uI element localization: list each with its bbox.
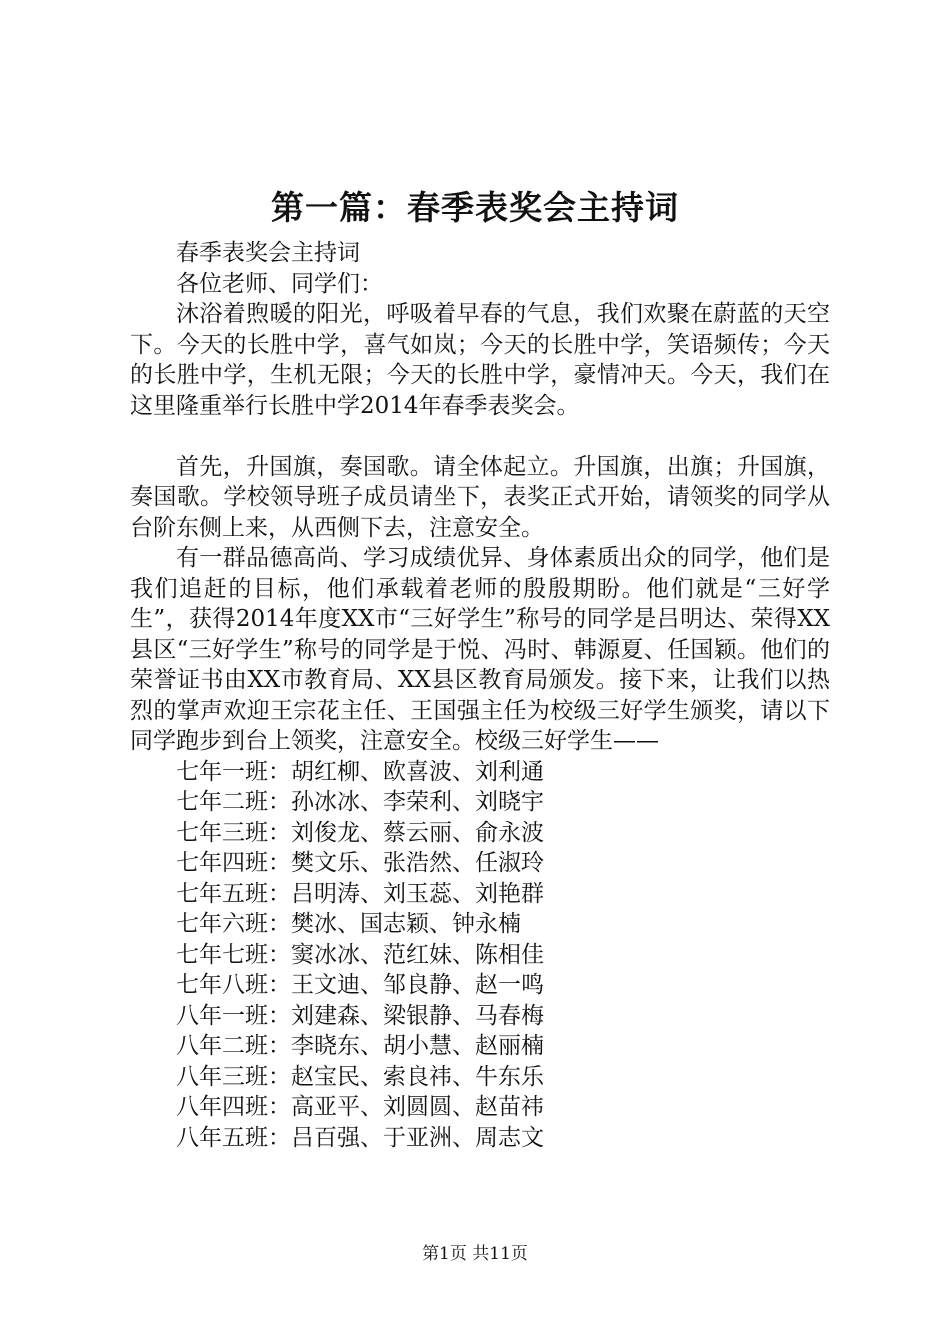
flag-ceremony-paragraph: 首先，升国旗，奏国歌。请全体起立。升国旗，出旗；升国旗，奏国歌。学校领导班子成员请坐下，表奖正式开始，请领奖的同学从台阶东侧上来，从西侧下去，注意安全。	[130, 453, 830, 541]
list-item: 八年五班：吕百强、于亚洲、周志文	[176, 1124, 544, 1151]
list-item: 七年一班：胡红柳、欧喜波、刘利通	[176, 758, 544, 785]
list-item: 八年一班：刘建森、梁银静、马春梅	[176, 1002, 544, 1029]
list-item: 八年四班：高亚平、刘圆圆、赵苗祎	[176, 1094, 544, 1120]
salutation-paragraph: 各位老师、同学们：	[176, 270, 383, 297]
document-title: 第一篇：春季表奖会主持词	[271, 188, 679, 227]
list-item: 七年六班：樊冰、国志颖、钟永楠	[176, 911, 521, 937]
award-list	[130, 757, 830, 1154]
page-footer: 第1页 共11页	[422, 1244, 528, 1264]
subtitle-paragraph: 春季表奖会主持词	[176, 240, 360, 266]
list-item: 七年八班：王文迪、邹良静、赵一鸣	[176, 972, 544, 998]
opening-paragraph: 沐浴着煦暖的阳光，呼吸着早春的气息，我们欢聚在蔚蓝的天空下。今天的长胜中学，喜气如岚；今天的长胜中学，笑语频传；今天的长胜中学，生机无限；今天的长胜中学，豪情冲天。今天，我们在这里隆重举行长胜中学2014年春季表奖会。	[130, 301, 830, 419]
list-item: 七年三班：刘俊龙、蔡云丽、俞永波	[176, 819, 544, 846]
list-item: 七年五班：吕明涛、刘玉蕊、刘艳群	[176, 880, 544, 907]
list-item: 七年二班：孙冰冰、李荣利、刘晓宇	[176, 789, 544, 815]
list-item: 七年七班：窦冰冰、范红妹、陈相佳	[176, 941, 544, 968]
paragraph-spacer	[130, 421, 830, 452]
list-item: 八年二班：李晓东、胡小慧、赵丽楠	[176, 1033, 544, 1059]
list-item: 八年三班：赵宝民、索良祎、牛东乐	[176, 1063, 544, 1090]
document-body	[130, 238, 830, 1153]
three-good-students-paragraph: 有一群品德高尚、学习成绩优异、身体素质出众的同学，他们是我们追赶的目标，他们承载着老师的殷殷期盼。他们就是“三好学生”，获得2014年度XX市“三好学生”称号的同学是吕明达、荣得XX县区“三好学生”称号的同学是于悦、冯时、韩源夏、任国颖。他们的荣誉证书由XX市教育局、XX县区教育局颁发。接下来，让我们以热烈的掌声欢迎王宗花主任、王国强主任为校级三好学生颁奖，请以下同学跑步到台上领奖，注意安全。校级三好学生——	[130, 545, 830, 754]
list-item: 七年四班：樊文乐、张浩然、任淑玲	[176, 850, 544, 876]
